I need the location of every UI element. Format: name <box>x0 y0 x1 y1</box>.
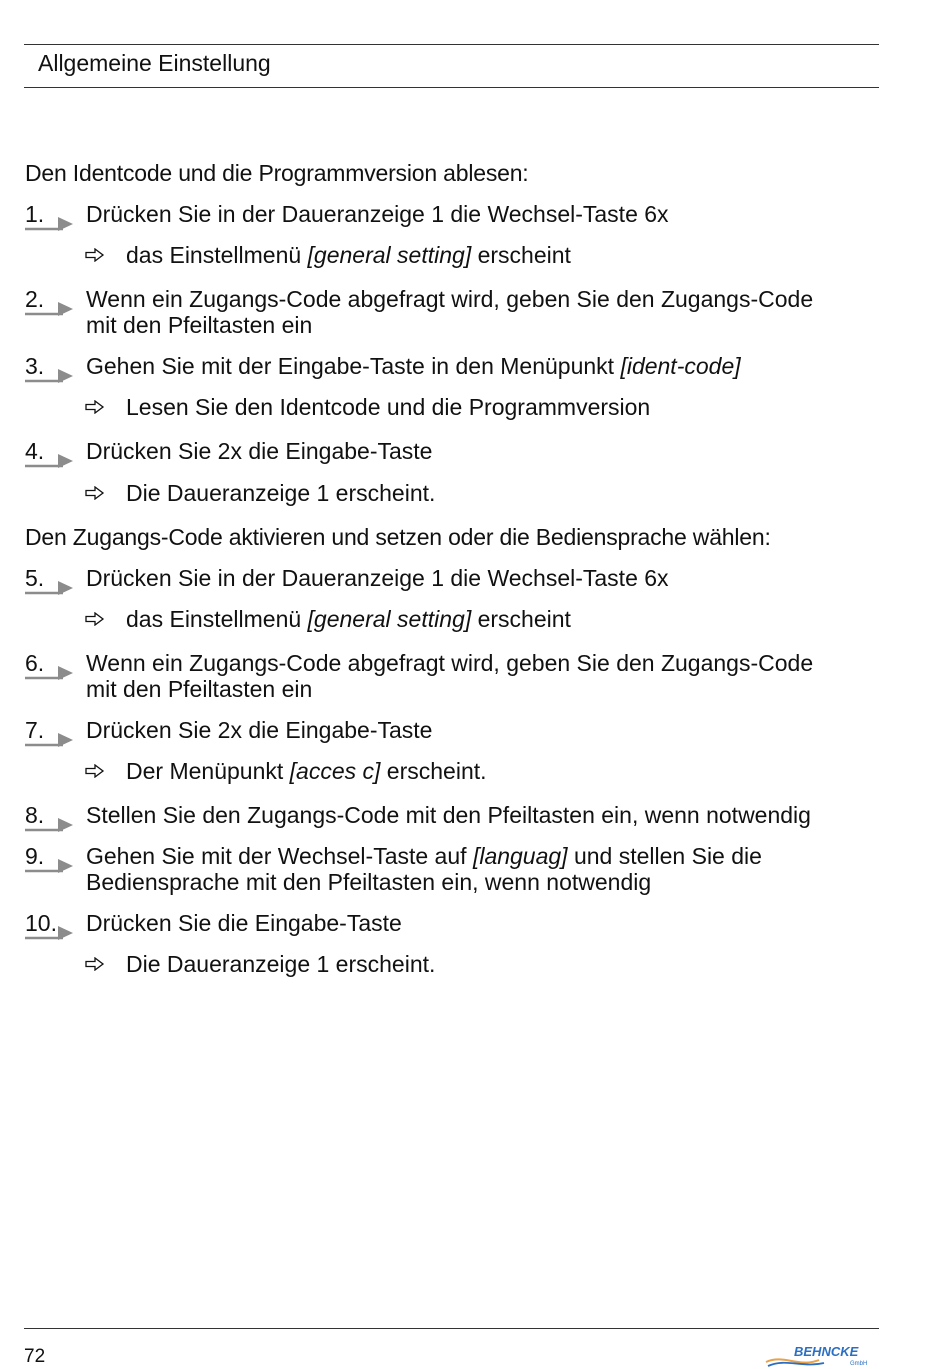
step-number: 6. <box>25 650 45 676</box>
step-text: Drücken Sie die Eingabe-Taste <box>86 910 402 936</box>
step-arrow-icon <box>25 298 75 318</box>
result-text: das Einstellmenü [general setting] erscheint <box>126 606 571 632</box>
step-text: Wenn ein Zugangs-Code abgefragt wird, geben Sie den Zugangs-Code mit den Pfeiltasten ein <box>86 650 814 702</box>
behncke-logo <box>764 1342 876 1368</box>
step-arrow-icon <box>25 450 75 470</box>
hollow-arrow-icon <box>85 248 105 262</box>
step-text: Gehen Sie mit der Eingabe-Taste in den Menüpunkt [ident-code] <box>86 353 741 379</box>
step-text: Drücken Sie in der Daueranzeige 1 die Wechsel-Taste 6x <box>86 201 669 227</box>
step-text: Drücken Sie 2x die Eingabe-Taste <box>86 717 433 743</box>
step-text: Wenn ein Zugangs-Code abgefragt wird, geben Sie den Zugangs-Code mit den Pfeiltasten ein <box>86 286 814 338</box>
step-number: 5. <box>25 565 45 591</box>
header-bottom-rule <box>24 87 879 88</box>
hollow-arrow-icon <box>85 612 105 626</box>
step-number: 8. <box>25 802 45 828</box>
step-number: 9. <box>25 843 45 869</box>
hollow-arrow-icon <box>85 400 105 414</box>
step-arrow-icon <box>25 855 75 875</box>
step-arrow-icon <box>25 922 75 942</box>
svg-text:BEHNCKE: BEHNCKE <box>794 1344 859 1359</box>
step-number: 7. <box>25 717 45 743</box>
step-text: Drücken Sie 2x die Eingabe-Taste <box>86 438 433 464</box>
footer-rule <box>24 1328 879 1329</box>
hollow-arrow-icon <box>85 764 105 778</box>
page-header-title: Allgemeine Einstellung <box>38 50 271 76</box>
step-number: 10. <box>25 910 57 936</box>
step-arrow-icon <box>25 577 75 597</box>
menu-name: [acces c] <box>289 758 381 784</box>
step-text: Drücken Sie in der Daueranzeige 1 die Wechsel-Taste 6x <box>86 565 669 591</box>
step-number: 3. <box>25 353 45 379</box>
hollow-arrow-icon <box>85 486 105 500</box>
step-text: Stellen Sie den Zugangs-Code mit den Pfeiltasten ein, wenn notwendig <box>86 802 811 828</box>
result-text: Lesen Sie den Identcode und die Programmversion <box>126 394 651 420</box>
menu-name: [general setting] <box>307 606 472 632</box>
step-number: 1. <box>25 201 45 227</box>
step-number: 2. <box>25 286 45 312</box>
step-text: Gehen Sie mit der Wechsel-Taste auf [languag] und stellen Sie die Bediensprache mit den Pfeiltasten ein, wenn notwendig <box>86 843 762 895</box>
section-heading-access-code: Den Zugangs-Code aktivieren und setzen oder die Bediensprache wählen: <box>25 524 771 550</box>
page-number: 72 <box>24 1346 46 1367</box>
step-arrow-icon <box>25 365 75 385</box>
step-number: 4. <box>25 438 45 464</box>
hollow-arrow-icon <box>85 957 105 971</box>
result-text: das Einstellmenü [general setting] erscheint <box>126 242 571 268</box>
result-text: Die Daueranzeige 1 erscheint. <box>126 951 436 977</box>
result-text: Die Daueranzeige 1 erscheint. <box>126 480 436 506</box>
menu-name: [languag] <box>472 843 568 869</box>
step-arrow-icon <box>25 662 75 682</box>
svg-text:GmbH: GmbH <box>850 1361 868 1367</box>
step-arrow-icon <box>25 213 75 233</box>
step-arrow-icon <box>25 814 75 834</box>
menu-name: [ident-code] <box>620 353 741 379</box>
section-heading-identcode: Den Identcode und die Programmversion ablesen: <box>25 160 529 186</box>
step-arrow-icon <box>25 729 75 749</box>
menu-name: [general setting] <box>307 242 472 268</box>
result-text: Der Menüpunkt [acces c] erscheint. <box>126 758 487 784</box>
header-top-rule <box>24 44 879 45</box>
